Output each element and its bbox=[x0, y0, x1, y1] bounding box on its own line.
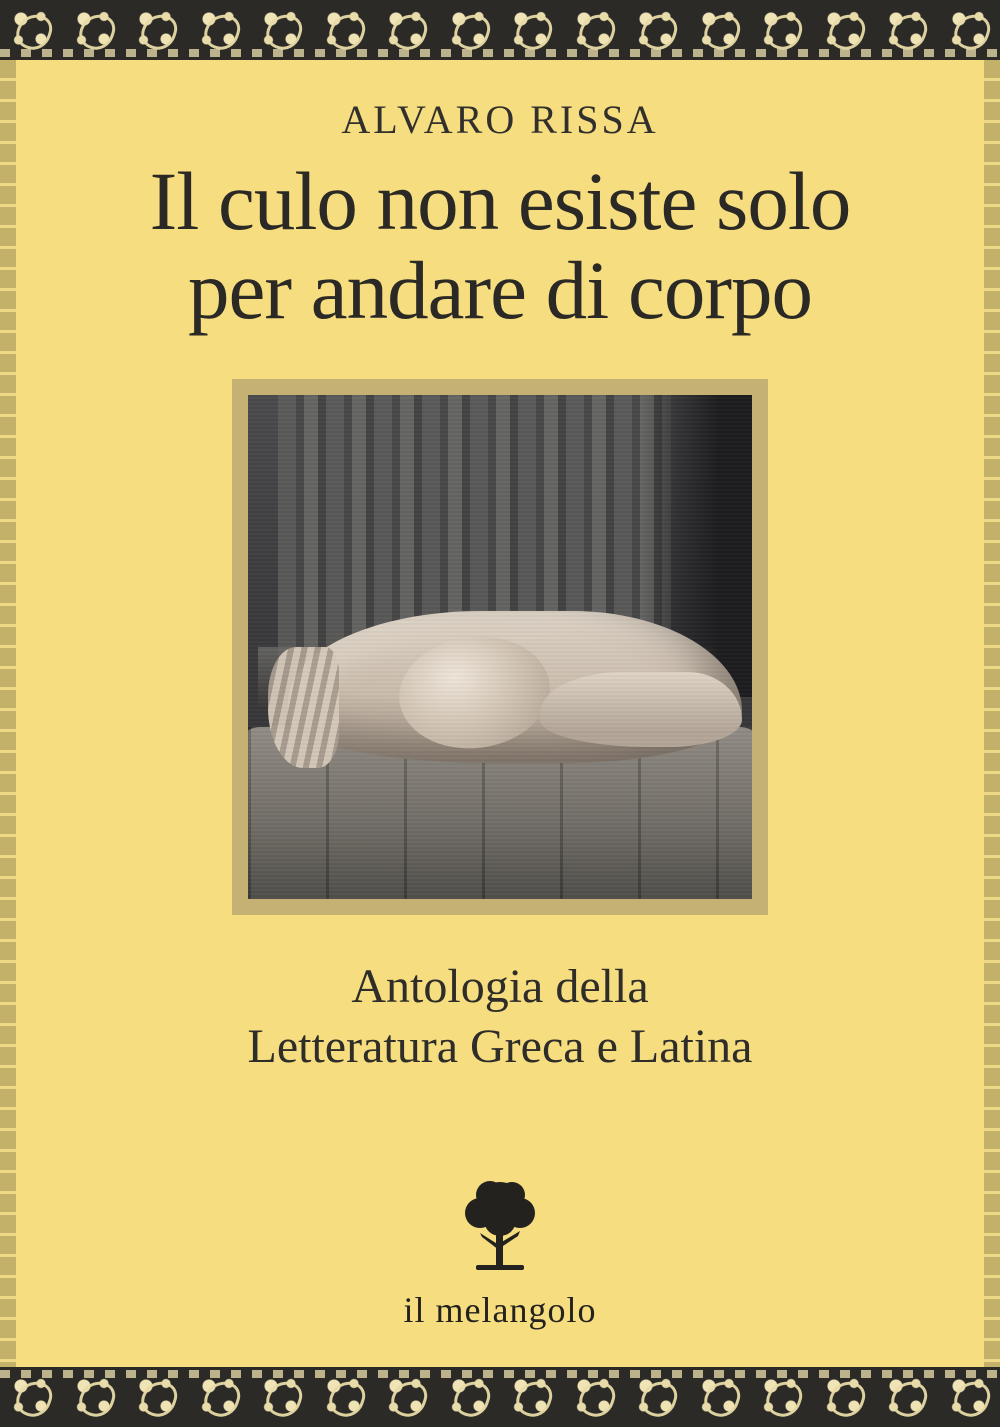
border-vine bbox=[0, 49, 1000, 57]
book-title bbox=[60, 157, 940, 335]
figure-leg bbox=[540, 672, 742, 748]
decorative-border-top bbox=[0, 0, 1000, 60]
tree-logo-icon bbox=[440, 1175, 560, 1285]
publisher-block bbox=[0, 1175, 1000, 1331]
marble-drapery bbox=[268, 647, 339, 768]
cover-photograph bbox=[248, 395, 752, 899]
title-line-1: Il culo non esiste solo bbox=[149, 155, 851, 247]
cover-content bbox=[0, 60, 1000, 1367]
publisher-name: il melangolo bbox=[403, 1290, 597, 1330]
title-line-2: per andare di corpo bbox=[188, 243, 812, 336]
cover-image-frame bbox=[232, 379, 768, 915]
border-vine bbox=[0, 1370, 1000, 1378]
subtitle-line-2: Letteratura Greca e Latina bbox=[247, 1019, 753, 1073]
book-subtitle bbox=[60, 957, 940, 1077]
decorative-border-bottom bbox=[0, 1367, 1000, 1427]
author-name: ALVARO RISSA bbox=[341, 97, 659, 142]
subtitle-line-1: Antologia della bbox=[351, 959, 649, 1013]
